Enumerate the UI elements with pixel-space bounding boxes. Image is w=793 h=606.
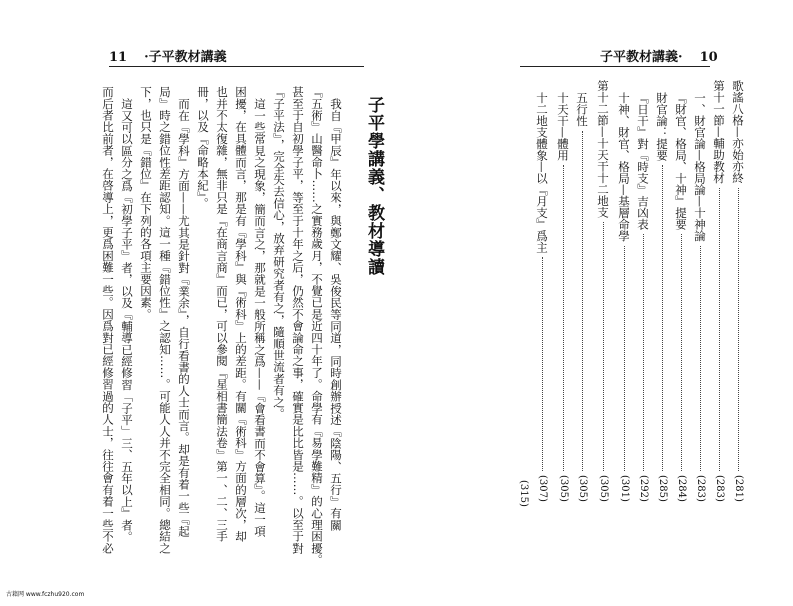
- toc-leader: [563, 165, 564, 471]
- toc-entry-title: 五行性: [575, 92, 589, 127]
- left-page-header: [109, 46, 227, 65]
- toc-leader: [662, 165, 663, 471]
- body-line: 困擾，在具體而言，那是有『學科』與『術科』上的差距。有關『術科』方面的層次，却: [234, 86, 248, 543]
- toc-entry: [732, 80, 744, 502]
- right-header-rule: [520, 66, 710, 67]
- toc-entry-page: (281): [733, 475, 744, 502]
- toc-entry: [656, 92, 668, 502]
- toc-entry-page: (305): [577, 475, 588, 502]
- left-page: [52, 0, 390, 606]
- toc-entry-page: (305): [598, 475, 609, 502]
- toc-entry: [576, 92, 588, 502]
- toc-leader: [542, 257, 543, 471]
- toc-leader: [738, 188, 739, 472]
- site-watermark: 古籍网 www.fczhu920.com: [6, 591, 85, 598]
- toc-entry: [597, 80, 609, 502]
- toc-entry: [536, 92, 548, 502]
- body-line: 局』時之錯位性差距認知。這一種『錯位性』之認知……。可能人人并不完全相同。總結之: [158, 86, 172, 554]
- toc-entry: [694, 92, 706, 502]
- toc-entry: [713, 80, 725, 502]
- body-line: 而后者比前者，在啓導上，更爲困難一些。因爲對已經修習過的人士，往往會有着一些不必: [101, 86, 115, 554]
- toc-entry-title: 十二地支體象—以『月支』爲主: [535, 92, 549, 253]
- toc-extra-page: [517, 480, 529, 507]
- toc-leader: [719, 188, 720, 472]
- right-running-title: 子平教材講義·: [600, 50, 683, 65]
- toc-entry-page: (285): [657, 475, 668, 502]
- toc-entry: [637, 92, 649, 502]
- toc-leader: [624, 246, 625, 472]
- body-line: 『子平法』，完全失去信心，放弃研究者有之，隨順世流者有之。: [272, 86, 286, 420]
- toc-entry-page: (305): [558, 475, 569, 502]
- toc-leader: [700, 246, 701, 472]
- toc-entry-title: 歌謠八格—亦始亦終: [731, 80, 745, 184]
- body-line: 而在『學科』方面——尤其是針對『業余』，自行看書的人士而言。却是有着一些『起: [177, 98, 191, 537]
- toc-entry-title: 財官論：提要: [655, 92, 669, 161]
- body-line: 『五術』山醫命卜……之實務歲月，不覺已是近四十年了。命學有『易學難精』的心理困擾。: [310, 86, 324, 566]
- toc-entry: [557, 92, 569, 502]
- toc-entry-page: (307): [537, 475, 548, 502]
- toc-entry-title: 『日干』對『時支』吉凶表: [636, 92, 650, 230]
- right-page-header: [600, 46, 718, 65]
- right-page-number: 10: [699, 50, 718, 65]
- right-page: [402, 0, 754, 606]
- toc-entry-page: (284): [676, 475, 687, 502]
- toc-entry-title: 十天干—體用: [556, 92, 570, 161]
- toc-leader: [603, 222, 604, 471]
- body-line: 這一些常見之現象，簡而言之，那就是一般所稱之爲——『會看書而不會算』。這一項: [253, 98, 267, 537]
- toc-entry-title: 十神、財官、格局—基層命學: [617, 92, 631, 242]
- body-line: 也并不太復雜，無非只是『在商言商』而已，可以參閱『星相書簡法卷』第一、二、三手: [215, 86, 229, 543]
- toc-entry-page: (301): [619, 475, 630, 502]
- toc-entry-title: 第十二節—十天干十二地支: [596, 80, 610, 218]
- toc-entry: [618, 92, 630, 502]
- left-page-number: 11: [109, 50, 128, 65]
- toc-entry-title: 一、財官論—格局論—十神論: [693, 92, 707, 242]
- toc-entry-page: (283): [714, 475, 725, 502]
- body-line: 冊，以及『命略本紀』。: [196, 86, 210, 209]
- left-header-rule: [109, 66, 364, 67]
- toc-leader: [681, 234, 682, 471]
- toc-entry: [675, 92, 687, 502]
- toc-leader: [582, 131, 583, 472]
- body-line: 下，也只是『錯位』在下列的各項主要因素。: [139, 86, 153, 320]
- toc-entry-page: (292): [638, 475, 649, 502]
- toc-entry-title: 『財官、格局、十神』提要: [674, 92, 688, 230]
- toc-entry-page: (315): [518, 480, 529, 507]
- toc-entry-title: 第十一節—輔助教材: [712, 80, 726, 184]
- left-running-title: ·子平教材講義: [144, 50, 227, 65]
- chapter-heading: 子平學講義、教材導讀: [364, 96, 384, 276]
- toc-entry-page: (283): [695, 475, 706, 502]
- body-line: 甚至于自初學子平，等至于十年之后，仍然不會論命之事，確實是比比皆是……。以至于對: [291, 86, 305, 554]
- toc-leader: [643, 234, 644, 471]
- body-line: 這又可以區分之爲『初學子平』者，以及『輔導已經修習「子平」三、五年以上』者。: [120, 98, 134, 543]
- body-line: 我自『甲辰』年以來，與鄭文耀、吳俊民等同道，同時創辦授述『陰陽、五行』有關: [329, 98, 343, 531]
